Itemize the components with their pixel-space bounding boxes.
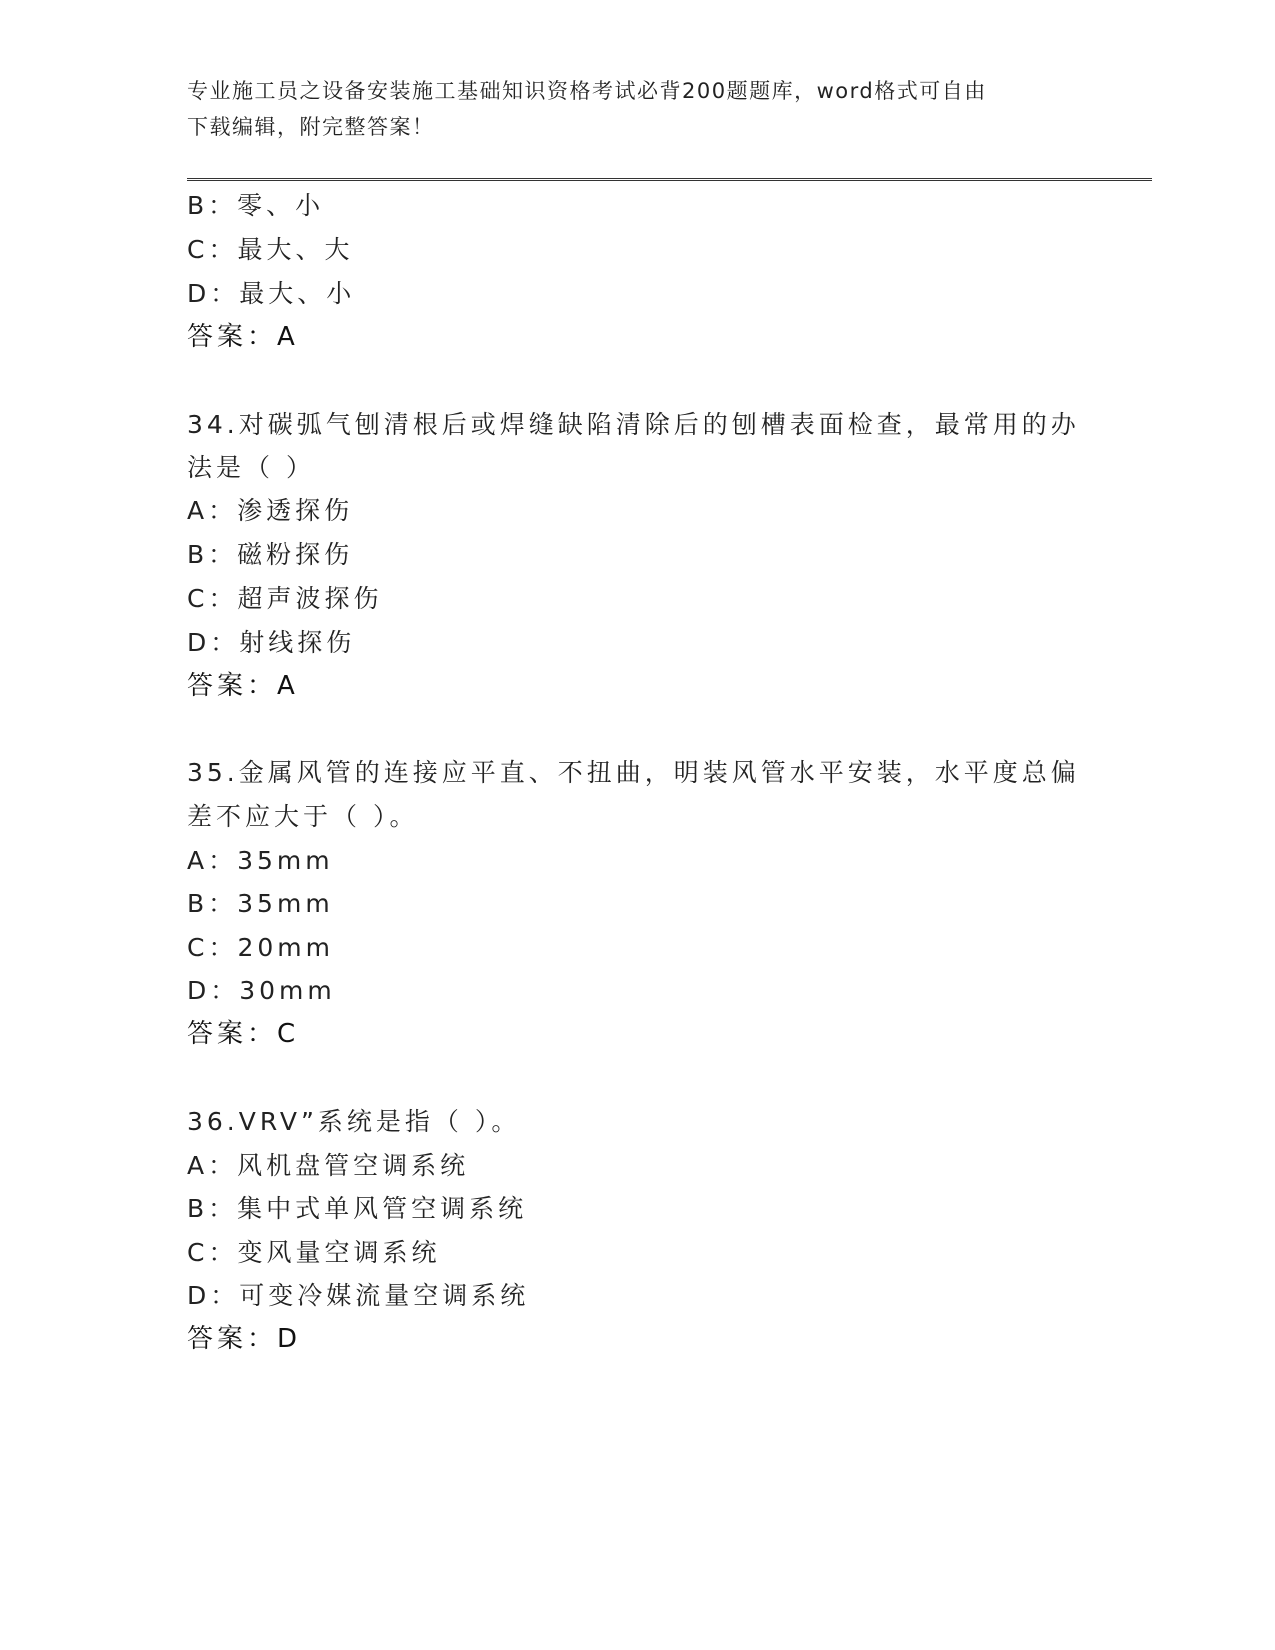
q35-answer [187, 1018, 297, 1050]
q36-option-b: B：集中式单风管空调系统 [187, 1194, 528, 1223]
q35-option-d: D：30mm [187, 976, 336, 1005]
q35-answer-label: 答案： [187, 1019, 278, 1049]
q33-answer-value: A [277, 322, 297, 352]
q35-question-line-1: 35.金属风管的连接应平直、不扭曲，明装风管水平安装，水平度总偏 [187, 758, 1080, 787]
q36-answer-label: 答案： [187, 1324, 278, 1354]
q34-question-line-2: 法是（ ） [187, 453, 315, 482]
q35-option-a: A：35mm [187, 846, 334, 875]
q33-answer [187, 321, 297, 353]
q34-option-a: A：渗透探伤 [187, 496, 354, 525]
q34-answer [187, 670, 297, 702]
q34-answer-label: 答案： [187, 671, 278, 701]
page-header [187, 73, 1087, 145]
q36-option-a: A：风机盘管空调系统 [187, 1151, 470, 1180]
q36-option-c: C：变风量空调系统 [187, 1238, 441, 1267]
q36-option-d: D：可变冷媒流量空调系统 [187, 1281, 530, 1310]
q33-option-b: B：零、小 [187, 191, 325, 220]
q35-option-b: B：35mm [187, 889, 334, 918]
q36-question-line-1: 36.VRV”系统是指（ ）。 [187, 1107, 521, 1136]
q36-answer-value: D [277, 1324, 300, 1354]
q34-option-d: D：射线探伤 [187, 628, 356, 657]
q34-answer-value: A [277, 671, 297, 701]
q34-option-c: C：超声波探伤 [187, 584, 383, 613]
q33-answer-label: 答案： [187, 322, 278, 352]
q36-answer [187, 1323, 299, 1355]
header-line-1: 专业施工员之设备安装施工基础知识资格考试必背200题题库，word格式可自由 [187, 79, 987, 103]
q34-question-line-1: 34.对碳弧气刨清根后或焊缝缺陷清除后的刨槽表面检查，最常用的办 [187, 410, 1080, 439]
q35-question-line-2: 差不应大于（ ）。 [187, 802, 419, 831]
header-divider [187, 178, 1152, 181]
q35-option-c: C：20mm [187, 933, 334, 962]
q33-option-c: C：最大、大 [187, 235, 354, 264]
q34-option-b: B：磁粉探伤 [187, 540, 354, 569]
q33-option-d: D：最大、小 [187, 279, 356, 308]
header-line-2: 下载编辑，附完整答案！ [187, 115, 435, 139]
q35-answer-value: C [277, 1019, 298, 1049]
